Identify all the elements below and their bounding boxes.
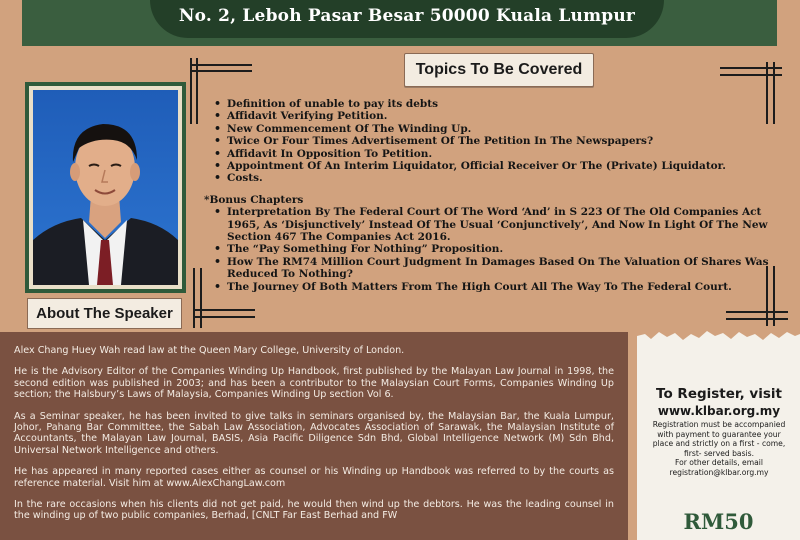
frame-line [190, 58, 192, 124]
speaker-photo [33, 90, 178, 285]
bio-paragraph: He is the Advisory Editor of the Companies Winding Up Handbook, first published by the Malayan Law Journal in 1998, the second edition was published in 2003; and has been a contributor to the Malaysian Court Forms, Companies Winding Up section; the Halsbury’s Laws of Malaysia, Companies Winding Up section Vol 6. [14, 366, 614, 401]
frame-line [720, 67, 782, 69]
address-banner [150, 0, 664, 38]
registration-notes [644, 420, 794, 478]
frame-line [193, 316, 255, 318]
about-speaker-text: About The Speaker [36, 305, 173, 322]
bio-paragraph: As a Seminar speaker, he has been invited to give talks in seminars organised by, the Malaysian Bar, the Kuala Lumpur, Johor, Pahang Bar Committee, the Sabah Law Association, Advocates Association of Sarawak, the Malaysian Institute of Accountants, the Malayan Law Journal, BASIS, Asia Pacific Diligence Sdn Bhd, Global Intelligence Network (M) Sdn Bhd, Universal Network Intelligence and others. [14, 410, 614, 456]
bonus-item: • The Journey Of Both Matters From The High Court All The Way To The Federal Court. [212, 281, 787, 293]
register-heading: To Register, visit [656, 386, 782, 402]
frame-line [726, 311, 788, 313]
bonus-item: • The “Pay Something For Nothing” Proposition. [212, 243, 787, 255]
registration-note-line: Registration must be accompanied [652, 420, 786, 429]
registration-email[interactable]: registration@klbar.org.my [669, 467, 769, 477]
frame-line [193, 309, 255, 311]
topic-item: • New Commencement Of The Winding Up. [212, 123, 787, 135]
register-link[interactable]: www.klbar.org.my [657, 404, 781, 418]
address-text: No. 2, Leboh Pasar Besar 50000 Kuala Lumpur [178, 6, 636, 26]
frame-line [193, 268, 195, 328]
bonus-chapters-text: *Bonus Chapters [204, 193, 304, 206]
bonus-item: • Interpretation By The Federal Court Of The Word ‘And’ in S 223 Of The Old Companies Act 1965, As ‘Disjunctively’ Instead Of The Usual ‘Conjunctively’, And Now In Light Of The New Section 467 The Companies Act 2016. [212, 206, 787, 243]
about-speaker-heading [27, 298, 182, 329]
frame-line [720, 74, 782, 76]
frame-line [200, 268, 202, 328]
torn-paper-edge [637, 330, 800, 352]
topic-item: • Twice Or Four Times Advertisement Of The Petition In The Newspapers? [212, 135, 787, 147]
frame-line [196, 58, 198, 124]
topics-heading-text: Topics To Be Covered [415, 61, 583, 78]
topic-item: • Affidavit Verifying Petition. [212, 110, 787, 122]
registration-note-line: with payment to guarantee your [657, 429, 781, 439]
registration-note-line: For other details, email [675, 458, 763, 468]
registration-note-line: first- served basis. [683, 448, 755, 458]
speaker-bio-panel [0, 332, 628, 540]
topic-item: • Affidavit In Opposition To Petition. [212, 148, 787, 160]
speaker-photo-frame [25, 82, 186, 293]
topic-item: • Definition of unable to pay its debts [212, 98, 787, 110]
topic-item: • Costs. [212, 172, 787, 184]
frame-line [190, 64, 252, 66]
bio-paragraph: In the rare occasions when his clients did not get paid, he would then wind up the debtors. He was the leading counsel in the winding up of two public companies, Berhad, [CNLT Far East Berhad and FW [14, 499, 614, 522]
bio-paragraph: Alex Chang Huey Wah read law at the Queen Mary College, University of London. [14, 345, 405, 356]
frame-line [190, 70, 252, 72]
topic-item: • Appointment Of An Interim Liquidator, Official Receiver Or The (Private) Liquidator. [212, 160, 787, 172]
price-label: RM50 [683, 509, 754, 534]
frame-line [726, 318, 788, 320]
topics-list [204, 98, 787, 293]
registration-note-line: place and strictly on a first - come, [652, 439, 786, 449]
bonus-chapters-heading [204, 194, 787, 206]
bio-paragraph: He has appeared in many reported cases either as counsel or his Winding up Handbook was referred to by the courts as reference material. Visit him at www.AlexChangLaw.com [14, 466, 614, 489]
bonus-item: • How The RM74 Million Court Judgment In Damages Based On The Valuation Of Shares Was Reduced To Nothing? [212, 256, 787, 281]
registration-info [644, 386, 794, 478]
topics-heading [404, 53, 594, 87]
